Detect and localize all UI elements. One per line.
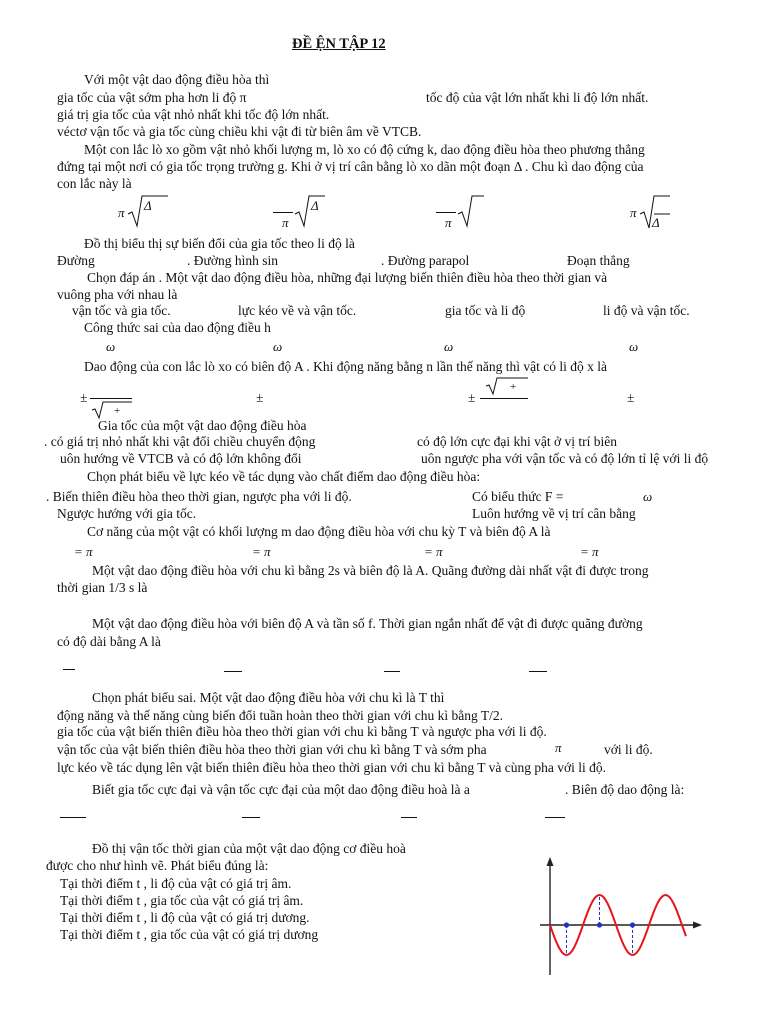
q3-option-c: . Đường parapol bbox=[381, 253, 470, 268]
q14-option-d: Tại thời điểm t , gia tốc của vật có giá trị dương bbox=[60, 927, 319, 942]
q4-line-1: Chọn đáp án . Một vật dao động điều hòa, những đại lượng biến thiên điều hòa theo thời gian và bbox=[87, 270, 608, 285]
q14-velocity-graph bbox=[528, 855, 708, 980]
q7-option-b: có độ lớn cực đại khi vật ở vị trí biên bbox=[417, 434, 618, 449]
q11-line-1: Một vật dao động điều hòa với biên độ A và tần số f. Thời gian ngắn nhất để vật đi được quãng đường bbox=[92, 616, 643, 631]
q10-line-2: thời gian 1/3 s là bbox=[57, 580, 148, 595]
q1-option-b: tốc độ của vật lớn nhất khi li độ lớn nhất. bbox=[426, 90, 649, 105]
q7-stem: Gia tốc của một vật dao động điều hòa bbox=[98, 418, 307, 433]
q13-option-a-fraction-bar bbox=[60, 817, 86, 818]
q6-option-a-radical bbox=[92, 400, 132, 420]
q5-option-a-omega: ω bbox=[106, 339, 116, 354]
q6-option-a-fraction-bar bbox=[90, 398, 132, 399]
q2-formula-b-fraction-bar bbox=[273, 212, 293, 213]
q14-option-b: Tại thời điểm t , gia tốc của vật có giá trị âm. bbox=[60, 893, 304, 908]
q11-option-c-fraction-bar bbox=[384, 671, 400, 672]
q2-line-1: Một con lắc lò xo gồm vật nhỏ khối lượng m, lò xo có độ cứng k, dao động điều hòa theo phương thẳng bbox=[84, 142, 645, 157]
q6-option-c-radical bbox=[486, 376, 528, 396]
q8-option-b-omega: ω bbox=[643, 489, 653, 504]
q9-option-c: = π bbox=[424, 544, 443, 559]
q14-option-c: Tại thời điểm t , li độ của vật có giá trị dương. bbox=[60, 910, 310, 925]
q6-stem: Dao động của con lắc lò xo có biên độ A . Khi động năng bằng n lần thế năng thì vật có li độ x là bbox=[84, 359, 608, 374]
q2-formula-c-radical bbox=[458, 194, 484, 228]
q6-option-c-plus: + bbox=[510, 381, 517, 393]
q2-formula-c-fraction-bar bbox=[436, 212, 456, 213]
q4-option-b: lực kéo về và vận tốc. bbox=[238, 303, 357, 318]
q13-option-b-fraction-bar bbox=[242, 817, 260, 818]
q2-line-3: con lắc này là bbox=[57, 176, 132, 191]
q8-option-d: Luôn hướng về vị trí cân bằng bbox=[472, 506, 636, 521]
q11-option-b-fraction-bar bbox=[224, 671, 242, 672]
q13-option-c-fraction-bar bbox=[401, 817, 417, 818]
q5-option-d-omega: ω bbox=[629, 339, 639, 354]
q1-option-a: gia tốc của vật sớm pha hơn li độ π bbox=[57, 90, 247, 105]
q9-stem: Cơ năng của một vật có khối lượng m dao động điều hòa với chu kỳ T và biên độ A là bbox=[87, 524, 551, 539]
q2-formula-c-pi: π bbox=[445, 215, 452, 230]
q12-option-c-end: với li độ. bbox=[604, 742, 653, 757]
graph-axes bbox=[540, 857, 702, 975]
q4-line-2: vuông pha với nhau là bbox=[57, 287, 178, 302]
q7-option-a: . có giá trị nhỏ nhất khi vật đổi chiều chuyển động bbox=[44, 434, 316, 449]
q10-line-1: Một vật dao động điều hòa với chu kì bằng 2s và biên độ là A. Quãng đường dài nhất vật đi được trong bbox=[92, 563, 649, 578]
q8-stem: Chọn phát biểu về lực kéo về tác dụng vào chất điểm dao động điều hòa: bbox=[87, 469, 481, 484]
q12-option-d: lực kéo về tác dụng lên vật biến thiên điều hòa theo thời gian với chu kì bằng T và cùng pha với li độ. bbox=[57, 760, 606, 775]
q3-option-b: . Đường hình sin bbox=[187, 253, 278, 268]
q11-line-2: có độ dài bằng A là bbox=[57, 634, 161, 649]
q6-option-c-fraction-bar bbox=[480, 398, 528, 399]
q1-stem: Với một vật dao động điều hòa thì bbox=[84, 72, 270, 87]
q3-stem: Đồ thị biểu thị sự biến đổi của gia tốc theo li độ là bbox=[84, 236, 355, 251]
q5-option-b-omega: ω bbox=[273, 339, 283, 354]
q5-option-c-omega: ω bbox=[444, 339, 454, 354]
q4-option-d: li độ và vận tốc. bbox=[603, 303, 690, 318]
q9-option-a: = π bbox=[74, 544, 93, 559]
q8-option-a: . Biến thiên điều hòa theo thời gian, ngược pha với li độ. bbox=[46, 489, 352, 504]
q3-option-d: Đoạn thẳng bbox=[567, 253, 630, 268]
q13-stem: Biết gia tốc cực đại và vận tốc cực đại của một dao động điều hoà là a bbox=[92, 782, 470, 797]
q11-option-d-fraction-bar bbox=[529, 671, 547, 672]
q2-formula-a-pi: π bbox=[118, 205, 125, 220]
q13-option-d-fraction-bar bbox=[545, 817, 565, 818]
time-point-3 bbox=[630, 922, 635, 927]
q9-option-d: = π bbox=[580, 544, 599, 559]
q14-option-a: Tại thời điểm t , li độ của vật có giá trị âm. bbox=[60, 876, 292, 891]
q8-option-b: Có biểu thức F = bbox=[472, 489, 564, 504]
q5-stem: Công thức sai của dao động điều h bbox=[84, 320, 271, 335]
q8-option-c: Ngược hướng với gia tốc. bbox=[57, 506, 197, 521]
q4-option-a: vận tốc và gia tốc. bbox=[72, 303, 171, 318]
time-point-1 bbox=[564, 922, 569, 927]
q2-formula-d-pi: π bbox=[630, 205, 637, 220]
q6-option-c-pm: ± bbox=[468, 390, 476, 405]
q12-option-c-pi: π bbox=[555, 740, 562, 755]
q6-option-a-plus: + bbox=[114, 405, 121, 417]
q1-option-c: giá trị gia tốc của vật nhỏ nhất khi tốc độ lớn nhất. bbox=[57, 107, 330, 122]
q9-option-b: = π bbox=[252, 544, 271, 559]
q12-option-c: vận tốc của vật biến thiên điều hòa theo thời gian với chu kì bằng T và sớm pha bbox=[57, 742, 487, 757]
q12-option-a: động năng và thế năng cùng biến đổi tuần hoàn theo thời gian với chu kì bằng T/2. bbox=[57, 708, 503, 723]
q12-option-b: gia tốc của vật biến thiên điều hòa theo thời gian với chu kì bằng T và ngược pha với li độ. bbox=[57, 724, 547, 739]
q2-formula-d-delta: Δ bbox=[652, 215, 660, 230]
q2-formula-b-pi: π bbox=[282, 215, 289, 230]
q12-stem: Chọn phát biểu sai. Một vật dao động điều hòa với chu kì là T thì bbox=[92, 690, 445, 705]
q6-option-a-pm: ± bbox=[80, 390, 88, 405]
q2-formula-b-radical bbox=[295, 194, 325, 228]
q2-formula-b-delta: Δ bbox=[311, 198, 319, 213]
q13-stem-end: . Biên độ dao động là: bbox=[565, 782, 685, 797]
q1-option-d: véctơ vận tốc và gia tốc cùng chiều khi vật đi từ biên âm về VTCB. bbox=[57, 124, 422, 139]
q14-line-1: Đồ thị vận tốc thời gian của một vật dao động cơ điều hoà bbox=[92, 841, 406, 856]
q2-formula-a-delta: Δ bbox=[144, 198, 152, 213]
time-point-2 bbox=[597, 922, 602, 927]
q3-option-a: Đường bbox=[57, 253, 95, 268]
q6-option-d-pm: ± bbox=[627, 390, 635, 405]
page-title: ĐỀ ỆN TẬP 12 bbox=[292, 36, 386, 52]
q2-line-2: đứng tại một nơi có gia tốc trọng trường g. Khi ở vị trí cân bằng lò xo dãn một đoạn Δ . Chu kì dao động của bbox=[57, 159, 644, 174]
q7-option-d: uôn ngược pha với vận tốc và có độ lớn tỉ lệ với li độ bbox=[421, 451, 709, 466]
q11-option-a-fraction-bar bbox=[63, 669, 75, 670]
q7-option-c: uôn hướng về VTCB và có độ lớn không đổi bbox=[60, 451, 302, 466]
q4-option-c: gia tốc và li độ bbox=[445, 303, 526, 318]
q14-line-2: được cho như hình vẽ. Phát biểu đúng là: bbox=[46, 858, 269, 873]
q6-option-b-pm: ± bbox=[256, 390, 264, 405]
